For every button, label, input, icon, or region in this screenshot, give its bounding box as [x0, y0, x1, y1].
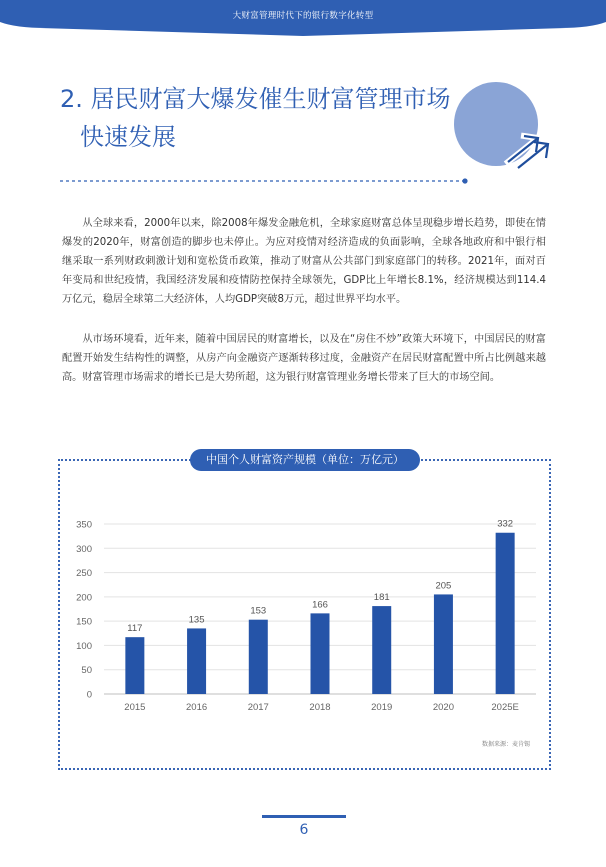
x-tick-label: 2017 — [247, 702, 269, 713]
data-label: 117 — [127, 623, 143, 635]
paragraph-global-wealth: 从全球来看，2000年以来，除2008年爆发金融危机，全球家庭财富总体呈现稳步增长趋势，即使在情爆发的2020年，财富创造的脚步也未停止。为应对疫情对经济造成的负面影响，全球各地政府和中银行相继采取一系列财政刺激计划和宽松货币政策，推动了财富从公共部门到家庭部门的转移。2021年，面对百年变局和世纪疫情，我国经济发展和疫情防控保持全球领先，GDP比上年增长8.1%，经济规模达到114.4万亿元，稳居全球第二大经济体，人均GDP突破8万元，超过世界平均水平。 — [62, 218, 546, 305]
section-title-line1: 2. 居民财富大爆发催生财富管理市场 — [60, 85, 451, 113]
chart-title: 中国个人财富资产规模（单位：万亿元） — [190, 449, 420, 471]
x-tick-label: 2020 — [432, 702, 454, 713]
data-label: 153 — [250, 605, 267, 617]
x-tick-label: 2025E — [491, 702, 519, 713]
page-number: 6 — [299, 822, 309, 838]
data-label: 135 — [188, 614, 205, 626]
data-label: 205 — [435, 580, 452, 592]
x-tick-label: 2016 — [186, 702, 208, 713]
y-tick-label: 150 — [76, 616, 92, 628]
bar — [311, 613, 330, 694]
data-label: 181 — [373, 592, 390, 604]
bar — [187, 628, 206, 694]
section-title — [60, 80, 451, 156]
y-tick-label: 250 — [76, 568, 92, 580]
data-source: 数据来源：麦肯锡 — [482, 741, 531, 748]
bar-chart — [60, 505, 546, 720]
header-title: 大财富管理时代下的银行数字化转型 — [232, 11, 374, 21]
bar — [249, 620, 268, 694]
bar — [496, 533, 515, 694]
x-tick-label: 2015 — [124, 702, 146, 713]
bar — [125, 637, 144, 694]
bar — [434, 594, 453, 694]
data-label: 332 — [497, 518, 514, 530]
y-tick-label: 200 — [76, 592, 92, 604]
x-tick-label: 2019 — [371, 702, 393, 713]
y-tick-label: 0 — [86, 689, 92, 701]
y-tick-label: 350 — [76, 519, 92, 531]
dotted-divider — [60, 176, 470, 186]
data-label: 166 — [312, 599, 328, 611]
y-tick-label: 100 — [76, 640, 92, 652]
paragraph-market-environment: 从市场环境看，近年来，随着中国居民的财富增长，以及在“房住不炒”政策大环境下，中国居民的财富配置开始发生结构性的调整，从房产向金融资产逐渐转移过度，金融资产在居民财富配置中所占比例越来越高。财富管理市场需求的增长已是大势所超，这为银行财富管理业务增长带来了巨大的市场空间。 — [62, 334, 546, 383]
x-tick-label: 2018 — [309, 702, 331, 713]
y-tick-label: 300 — [76, 543, 92, 555]
page-number-bar — [262, 815, 346, 818]
y-tick-label: 50 — [81, 665, 92, 677]
bar — [372, 606, 391, 694]
section-title-line2: 快速发展 — [80, 123, 176, 151]
decorative-circle-arrows-icon — [446, 82, 558, 182]
